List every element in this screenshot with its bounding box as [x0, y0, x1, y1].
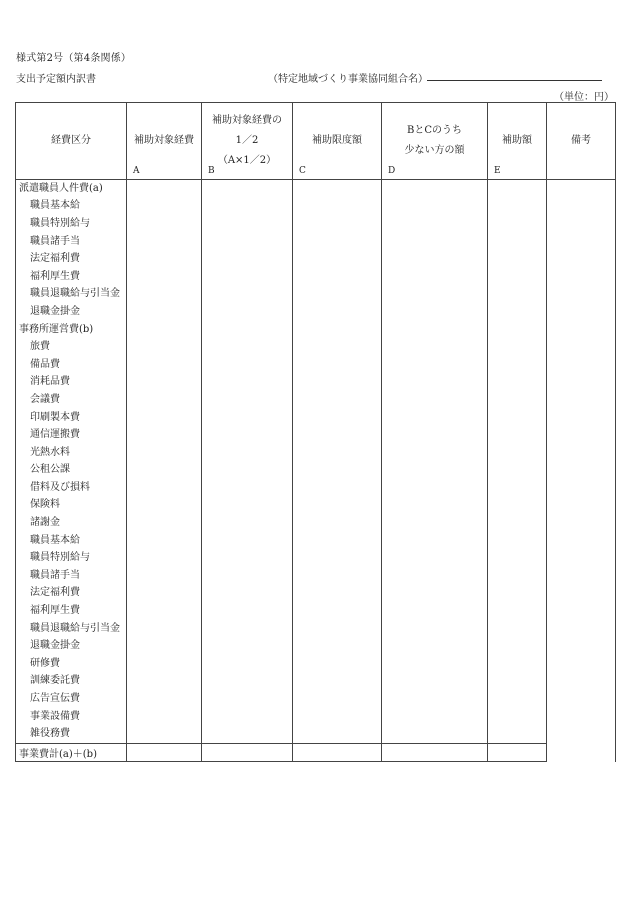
item-label: 職員基本給: [30, 200, 80, 212]
category-cell: [16, 409, 127, 427]
amount-cell[interactable]: [202, 198, 293, 216]
amount-cell[interactable]: [488, 321, 547, 339]
table-row: [16, 620, 616, 638]
header-half-of-target: [202, 103, 293, 180]
item-label: 福利厚生費: [30, 605, 80, 617]
amount-cell[interactable]: [382, 409, 488, 427]
amount-cell[interactable]: [488, 655, 547, 673]
item-label: 雑役務費: [30, 728, 70, 740]
amount-cell[interactable]: [127, 497, 202, 515]
amount-cell[interactable]: [293, 708, 382, 726]
item-label: 訓練委託費: [30, 675, 80, 687]
table-row: [16, 215, 616, 233]
amount-cell[interactable]: [488, 462, 547, 480]
table-row: [16, 303, 616, 321]
header-text-line: 経費区分: [51, 135, 91, 146]
amount-cell[interactable]: [382, 356, 488, 374]
amount-cell[interactable]: [293, 374, 382, 392]
amount-cell[interactable]: [202, 585, 293, 603]
amount-cell[interactable]: [293, 602, 382, 620]
amount-cell[interactable]: [382, 426, 488, 444]
category-cell: [16, 391, 127, 409]
amount-cell[interactable]: [127, 233, 202, 251]
column-letter: C: [299, 166, 306, 176]
amount-cell[interactable]: [382, 725, 488, 743]
category-cell: [16, 303, 127, 321]
amount-cell[interactable]: [488, 303, 547, 321]
amount-cell[interactable]: [488, 426, 547, 444]
amount-cell[interactable]: [382, 532, 488, 550]
amount-cell[interactable]: [127, 690, 202, 708]
amount-cell[interactable]: [202, 180, 293, 198]
amount-cell[interactable]: [127, 514, 202, 532]
category-cell: [16, 338, 127, 356]
amount-cell[interactable]: [382, 233, 488, 251]
amount-cell[interactable]: [202, 673, 293, 691]
unit-label: （単位：円）: [554, 92, 614, 103]
item-label: 退職金掛金: [30, 640, 80, 652]
category-cell: [16, 585, 127, 603]
amount-cell[interactable]: [293, 620, 382, 638]
table-row: [16, 567, 616, 585]
amount-cell[interactable]: [202, 514, 293, 532]
amount-cell[interactable]: [382, 338, 488, 356]
category-cell: [16, 725, 127, 743]
amount-cell[interactable]: [382, 620, 488, 638]
amount-cell[interactable]: [127, 620, 202, 638]
item-label: 消耗品費: [30, 376, 70, 388]
category-cell: [16, 426, 127, 444]
amount-cell[interactable]: [382, 462, 488, 480]
amount-cell[interactable]: [293, 497, 382, 515]
table-row: [16, 338, 616, 356]
table-row: [16, 549, 616, 567]
amount-cell[interactable]: [202, 303, 293, 321]
table-row: [16, 250, 616, 268]
category-cell: [16, 673, 127, 691]
amount-cell[interactable]: [382, 286, 488, 304]
amount-cell[interactable]: [202, 497, 293, 515]
amount-cell[interactable]: [202, 268, 293, 286]
item-label: 印刷製本費: [30, 411, 80, 423]
amount-cell[interactable]: [202, 708, 293, 726]
amount-cell[interactable]: [382, 602, 488, 620]
amount-cell[interactable]: [127, 673, 202, 691]
association-name-field[interactable]: [427, 80, 602, 81]
header-text-line: 1／2: [235, 135, 259, 146]
category-cell: [16, 497, 127, 515]
amount-cell[interactable]: [202, 620, 293, 638]
table-row: [16, 321, 616, 339]
amount-cell[interactable]: [293, 479, 382, 497]
amount-cell[interactable]: [202, 215, 293, 233]
category-label: 事務所運営費(b): [19, 323, 94, 335]
amount-cell[interactable]: [382, 250, 488, 268]
table-row: [16, 444, 616, 462]
amount-cell[interactable]: [382, 708, 488, 726]
category-cell: [16, 233, 127, 251]
amount-cell[interactable]: [202, 409, 293, 427]
table-row: [16, 514, 616, 532]
amount-cell[interactable]: [382, 391, 488, 409]
category-cell: [16, 462, 127, 480]
amount-cell[interactable]: [382, 303, 488, 321]
header-text-line: 備考: [571, 135, 591, 146]
column-letter: B: [208, 166, 215, 176]
table-row: [16, 180, 616, 198]
header-lesser-amount: [382, 103, 488, 180]
column-letter: E: [494, 166, 501, 176]
table-row: [16, 233, 616, 251]
table-row: [16, 655, 616, 673]
table-row: [16, 409, 616, 427]
amount-cell[interactable]: [488, 180, 547, 198]
amount-cell[interactable]: [488, 286, 547, 304]
header-subsidy-amount: [488, 103, 547, 180]
amount-cell[interactable]: [127, 549, 202, 567]
header-text-line: 補助額: [502, 135, 532, 146]
amount-cell[interactable]: [488, 637, 547, 655]
amount-cell[interactable]: [488, 549, 547, 567]
item-label: 職員諸手当: [30, 235, 80, 247]
table-row: [16, 374, 616, 392]
amount-cell[interactable]: [127, 250, 202, 268]
column-letter: A: [133, 166, 140, 176]
amount-cell[interactable]: [293, 725, 382, 743]
category-cell: [16, 532, 127, 550]
amount-cell[interactable]: [293, 198, 382, 216]
category-cell: [16, 321, 127, 339]
total-amount-cell[interactable]: [127, 744, 202, 762]
item-label: 保険料: [30, 499, 60, 511]
item-label: 福利厚生費: [30, 270, 80, 282]
amount-cell[interactable]: [488, 585, 547, 603]
amount-cell[interactable]: [382, 321, 488, 339]
amount-cell[interactable]: [293, 338, 382, 356]
total-row: [16, 744, 616, 762]
category-cell: [16, 268, 127, 286]
amount-cell[interactable]: [293, 462, 382, 480]
category-cell: [16, 602, 127, 620]
amount-cell[interactable]: [127, 215, 202, 233]
amount-cell[interactable]: [293, 637, 382, 655]
amount-cell[interactable]: [382, 497, 488, 515]
amount-cell[interactable]: [293, 215, 382, 233]
amount-cell[interactable]: [293, 250, 382, 268]
amount-cell[interactable]: [293, 409, 382, 427]
total-amount-cell[interactable]: [382, 744, 488, 762]
amount-cell[interactable]: [202, 374, 293, 392]
amount-cell[interactable]: [202, 655, 293, 673]
amount-cell[interactable]: [293, 514, 382, 532]
table-row: [16, 585, 616, 603]
table-row: [16, 462, 616, 480]
table-row: [16, 391, 616, 409]
item-label: 職員特別給与: [30, 552, 90, 564]
amount-cell[interactable]: [127, 532, 202, 550]
amount-cell[interactable]: [488, 409, 547, 427]
amount-cell[interactable]: [202, 479, 293, 497]
total-amount-cell[interactable]: [488, 744, 547, 762]
table-header-row: [16, 103, 616, 180]
amount-cell[interactable]: [382, 585, 488, 603]
amount-cell[interactable]: [293, 673, 382, 691]
amount-cell[interactable]: [293, 268, 382, 286]
amount-cell[interactable]: [382, 180, 488, 198]
item-label: 職員特別給与: [30, 217, 90, 229]
amount-cell[interactable]: [488, 479, 547, 497]
amount-cell[interactable]: [293, 321, 382, 339]
table-row: [16, 725, 616, 743]
amount-cell[interactable]: [293, 391, 382, 409]
header-subsidy-target-expense: [127, 103, 202, 180]
amount-cell[interactable]: [293, 532, 382, 550]
remarks-cell[interactable]: [547, 180, 616, 762]
amount-cell[interactable]: [382, 549, 488, 567]
form-number: 様式第2号（第4条関係）: [16, 53, 132, 64]
item-label: 広告宣伝費: [30, 693, 80, 705]
table-row: [16, 690, 616, 708]
category-cell: [16, 690, 127, 708]
amount-cell[interactable]: [127, 321, 202, 339]
category-label: 派遣職員人件費(a): [19, 182, 103, 194]
amount-cell[interactable]: [202, 356, 293, 374]
item-label: 退職金掛金: [30, 305, 80, 317]
item-label: 法定福利費: [30, 253, 80, 265]
amount-cell[interactable]: [127, 268, 202, 286]
amount-cell[interactable]: [488, 268, 547, 286]
table-row: [16, 356, 616, 374]
table-row: [16, 497, 616, 515]
amount-cell[interactable]: [382, 673, 488, 691]
amount-cell[interactable]: [127, 303, 202, 321]
amount-cell[interactable]: [127, 708, 202, 726]
item-label: 事業設備費: [30, 710, 80, 722]
expense-breakdown-table: [15, 102, 616, 762]
table-row: [16, 708, 616, 726]
table-row: [16, 637, 616, 655]
item-label: 光熱水料: [30, 446, 70, 458]
amount-cell[interactable]: [382, 215, 488, 233]
amount-cell[interactable]: [293, 426, 382, 444]
amount-cell[interactable]: [488, 673, 547, 691]
header-text-line: 補助限度額: [312, 135, 362, 146]
amount-cell[interactable]: [488, 532, 547, 550]
amount-cell[interactable]: [488, 725, 547, 743]
category-cell: [16, 356, 127, 374]
document-title: 支出予定額内訳書: [16, 74, 96, 85]
header-text-line: （A×1／2）: [217, 155, 277, 166]
amount-cell[interactable]: [293, 233, 382, 251]
table-row: [16, 268, 616, 286]
amount-cell[interactable]: [127, 391, 202, 409]
amount-cell[interactable]: [293, 286, 382, 304]
amount-cell[interactable]: [382, 374, 488, 392]
table-row: [16, 426, 616, 444]
total-label: 事業費計(a)＋(b): [19, 749, 97, 760]
amount-cell[interactable]: [293, 585, 382, 603]
amount-cell[interactable]: [127, 462, 202, 480]
amount-cell[interactable]: [127, 356, 202, 374]
amount-cell[interactable]: [202, 286, 293, 304]
amount-cell[interactable]: [488, 444, 547, 462]
amount-cell[interactable]: [488, 391, 547, 409]
amount-cell[interactable]: [127, 180, 202, 198]
amount-cell[interactable]: [202, 338, 293, 356]
amount-cell[interactable]: [382, 514, 488, 532]
item-label: 法定福利費: [30, 587, 80, 599]
category-cell: [16, 250, 127, 268]
category-cell: [16, 479, 127, 497]
amount-cell[interactable]: [382, 637, 488, 655]
amount-cell[interactable]: [293, 655, 382, 673]
item-label: 借料及び損料: [30, 481, 90, 493]
category-cell: [16, 567, 127, 585]
table-row: [16, 602, 616, 620]
item-label: 公租公課: [30, 464, 70, 476]
table-row: [16, 198, 616, 216]
amount-cell[interactable]: [293, 444, 382, 462]
item-label: 通信運搬費: [30, 429, 80, 441]
amount-cell[interactable]: [127, 409, 202, 427]
item-label: 職員基本給: [30, 534, 80, 546]
amount-cell[interactable]: [488, 514, 547, 532]
item-label: 備品費: [30, 358, 60, 370]
amount-cell[interactable]: [293, 567, 382, 585]
amount-cell[interactable]: [488, 708, 547, 726]
amount-cell[interactable]: [488, 215, 547, 233]
table-row: [16, 532, 616, 550]
amount-cell[interactable]: [488, 690, 547, 708]
category-cell: [16, 620, 127, 638]
category-cell: [16, 514, 127, 532]
amount-cell[interactable]: [202, 637, 293, 655]
amount-cell[interactable]: [293, 356, 382, 374]
amount-cell[interactable]: [127, 444, 202, 462]
header-subsidy-limit: [293, 103, 382, 180]
amount-cell[interactable]: [382, 479, 488, 497]
amount-cell[interactable]: [488, 567, 547, 585]
amount-cell[interactable]: [202, 462, 293, 480]
header-text-line: 補助対象経費: [134, 135, 194, 146]
amount-cell[interactable]: [293, 180, 382, 198]
column-letter: D: [388, 166, 396, 176]
amount-cell[interactable]: [202, 602, 293, 620]
amount-cell[interactable]: [382, 567, 488, 585]
header-text-line: 少ない方の額: [404, 145, 465, 156]
header-expense-category: [16, 103, 127, 180]
header-text-line: 補助対象経費の: [212, 115, 282, 126]
item-label: 会議費: [30, 393, 60, 405]
amount-cell[interactable]: [202, 532, 293, 550]
amount-cell[interactable]: [293, 690, 382, 708]
amount-cell[interactable]: [488, 356, 547, 374]
association-name-label: （特定地域づくり事業協同組合名）: [268, 74, 428, 85]
amount-cell[interactable]: [202, 426, 293, 444]
amount-cell[interactable]: [202, 690, 293, 708]
amount-cell[interactable]: [488, 338, 547, 356]
amount-cell[interactable]: [202, 549, 293, 567]
amount-cell[interactable]: [127, 198, 202, 216]
table-row: [16, 673, 616, 691]
amount-cell[interactable]: [202, 444, 293, 462]
amount-cell[interactable]: [202, 250, 293, 268]
item-label: 職員諸手当: [30, 569, 80, 581]
total-amount-cell[interactable]: [202, 744, 293, 762]
amount-cell[interactable]: [127, 426, 202, 444]
amount-cell[interactable]: [127, 567, 202, 585]
table-body: [16, 180, 616, 762]
category-cell: [16, 444, 127, 462]
amount-cell[interactable]: [293, 549, 382, 567]
amount-cell[interactable]: [488, 233, 547, 251]
amount-cell[interactable]: [127, 286, 202, 304]
amount-cell[interactable]: [202, 391, 293, 409]
amount-cell[interactable]: [488, 497, 547, 515]
amount-cell[interactable]: [488, 620, 547, 638]
amount-cell[interactable]: [127, 602, 202, 620]
category-cell: [16, 215, 127, 233]
header-text-line: BとCのうち: [407, 125, 462, 136]
category-cell: [16, 180, 127, 198]
category-cell: [16, 637, 127, 655]
table-row: [16, 479, 616, 497]
item-label: 諸謝金: [30, 517, 60, 529]
category-cell: [16, 655, 127, 673]
amount-cell[interactable]: [202, 567, 293, 585]
category-cell: [16, 374, 127, 392]
table-row: [16, 286, 616, 304]
category-cell: [16, 708, 127, 726]
amount-cell[interactable]: [127, 725, 202, 743]
item-label: 研修費: [30, 657, 60, 669]
total-label-cell: [16, 744, 127, 762]
amount-cell[interactable]: [382, 198, 488, 216]
amount-cell[interactable]: [382, 444, 488, 462]
item-label: 職員退職給与引当金: [30, 288, 120, 300]
category-cell: [16, 549, 127, 567]
amount-cell[interactable]: [488, 198, 547, 216]
amount-cell[interactable]: [127, 338, 202, 356]
amount-cell[interactable]: [488, 250, 547, 268]
amount-cell[interactable]: [293, 303, 382, 321]
amount-cell[interactable]: [202, 233, 293, 251]
category-cell: [16, 198, 127, 216]
amount-cell[interactable]: [202, 725, 293, 743]
category-cell: [16, 286, 127, 304]
amount-cell[interactable]: [202, 321, 293, 339]
amount-cell[interactable]: [127, 655, 202, 673]
amount-cell[interactable]: [382, 655, 488, 673]
amount-cell[interactable]: [127, 374, 202, 392]
item-label: 職員退職給与引当金: [30, 622, 120, 634]
amount-cell[interactable]: [488, 374, 547, 392]
amount-cell[interactable]: [127, 479, 202, 497]
amount-cell[interactable]: [488, 602, 547, 620]
amount-cell[interactable]: [127, 585, 202, 603]
total-amount-cell[interactable]: [293, 744, 382, 762]
item-label: 旅費: [30, 341, 50, 353]
amount-cell[interactable]: [127, 637, 202, 655]
header-remarks: [547, 103, 616, 180]
amount-cell[interactable]: [382, 268, 488, 286]
amount-cell[interactable]: [382, 690, 488, 708]
